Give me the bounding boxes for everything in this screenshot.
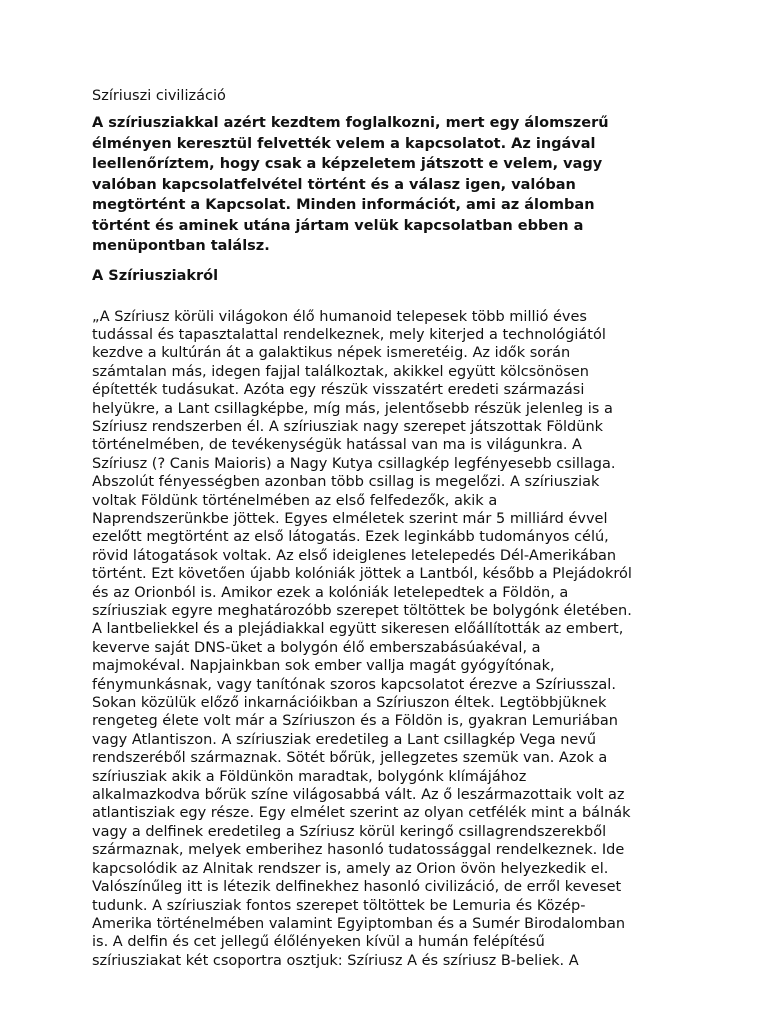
body-line: „A Szíriusz körüli világokon élő humanoid telepesek több millió éves [92, 308, 587, 325]
body-line: helyükre, a Lant csillagképbe, míg más, jelentősebb részük jelenleg is a [92, 400, 613, 417]
document-title: Szíriuszi civilizáció [92, 88, 226, 104]
intro-line: megtörtént a Kapcsolat. Minden információt, ami az álomban [92, 197, 595, 213]
body-line: voltak Földünk történelmében az első felfedezők, akik a [92, 492, 498, 509]
section-heading: A Szíriusziakról [92, 267, 219, 284]
body-line: Naprendszerünkbe jöttek. Egyes elméletek szerint már 5 milliárd évvel [92, 510, 608, 527]
body-line: is. A delfin és cet jellegű élőlényeken kívül a humán felépítésű [92, 934, 545, 951]
intro-line: valóban kapcsolatfelvétel történt és a válasz igen, valóban [92, 176, 576, 193]
body-line: történelmében, de tevékenységük hatással van ma is világunkra. A [92, 437, 582, 454]
body-line: és az Orionból is. Amikor ezek a kolóniák letelepedtek a Földön, a [92, 584, 569, 601]
body-line: tudással és tapasztalattal rendelkeznek, mely kiterjed a technológiától [92, 326, 606, 343]
body-line: fénymunkásnak, vagy tanítónak szoros kapcsolatot érezve a Szíriusszal. [92, 676, 616, 693]
body-line: származnak, melyek emberihez hasonló tudatossággal rendelkeznek. Ide [92, 842, 625, 859]
intro-line: történt és aminek utána jártam velük kapcsolatban ebben a [92, 217, 584, 234]
body-paragraph [92, 308, 692, 971]
body-line: tudunk. A szíriusziak fontos szerepet töltöttek be Lemuria és Közép- [92, 897, 586, 914]
body-line: kapcsolódik az Alnitak rendszer is, amely az Orion övön helyezkedik el. [92, 860, 609, 877]
body-line: atlantisziak egy része. Egy elmélet szerint az olyan cetfélék mint a bálnák [92, 805, 631, 822]
intro-paragraph [92, 113, 692, 257]
intro-line: élményen keresztül felvették velem a kapcsolatot. Az ingával [92, 135, 596, 152]
body-line: ezelőtt megtörtént az első látogatás. Ezek leginkább tudományos célú, [92, 529, 609, 546]
body-line: történt. Ezt követően újabb kolóniák jöttek a Lantból, később a Plejádokról [92, 566, 632, 583]
body-line: rendszeréből származnak. Sötét bőrük, jellegzetes szemük van. Azok a [92, 750, 608, 767]
body-line: Amerika történelmében valamint Egyiptomban és a Sumér Birodalomban [92, 915, 626, 932]
body-line: Szíriusz rendszerben él. A szíriusziak nagy szerepet játszottak Földünk [92, 418, 604, 435]
body-line: Sokan közülük előző inkarnációikban a Szíriuszon éltek. Legtöbbjüknek [92, 695, 607, 712]
body-line: A lantbeliekkel és a plejádiakkal együtt sikeresen előállították az embert, [92, 621, 624, 638]
intro-line: menüpontban találsz. [92, 238, 270, 254]
intro-line: leellenőríztem, hogy csak a képzeletem játszott e velem, vagy [92, 156, 603, 172]
body-line: Abszolút fényességben azonban több csillag is megelőzi. A szíriusziak [92, 474, 600, 491]
body-line: szíriusziak akik a Földünkön maradtak, bolygónk klímájához [92, 768, 527, 785]
body-line: rövid látogatások voltak. Az első ideiglenes letelepedés Dél-Amerikában [92, 547, 617, 564]
body-line: majmokéval. Napjainkban sok ember vallja magát gyógyítónak, [92, 658, 555, 675]
body-line: szíriusziakat két csoportra osztjuk: Szíriusz A és szíriusz B-beliek. A [92, 952, 579, 969]
body-line: számtalan más, idegen fajjal találkoztak, akikkel együtt kölcsönösen [92, 363, 589, 380]
body-line: Valószínűleg itt is létezik delfinekhez hasonló civilizáció, de erről keveset [92, 879, 622, 896]
body-line: keverve saját DNS-üket a bolygón élő emberszabásúakéval, a [92, 639, 541, 656]
body-line: alkalmazkodva bőrük színe világosabbá vált. Az ő leszármazottaik volt az [92, 787, 625, 804]
intro-line: A szíriusziakkal azért kezdtem foglalkozni, mert egy álomszerű [92, 115, 609, 131]
body-line: vagy a delfinek eredetileg a Szíriusz körül keringő csillagrendszerekből [92, 823, 607, 840]
body-line: Szíriusz (? Canis Maioris) a Nagy Kutya csillagkép legfényesebb csillaga. [92, 455, 616, 472]
body-line: építették tudásukat. Azóta egy részük visszatért eredeti származási [92, 382, 585, 399]
body-line: vagy Atlantiszon. A szíriusziak eredetileg a Lant csillagkép Vega nevű [92, 731, 597, 748]
body-line: szíriusziak egyre meghatározóbb szerepet töltöttek be bolygónk életében. [92, 603, 632, 619]
body-line: rengeteg élete volt már a Szíriuszon és a Földön is, gyakran Lemuriában [92, 713, 619, 730]
document-page [92, 86, 692, 970]
body-line: kezdve a kultúrán át a galaktikus népek ismeretéig. Az idők során [92, 345, 571, 362]
